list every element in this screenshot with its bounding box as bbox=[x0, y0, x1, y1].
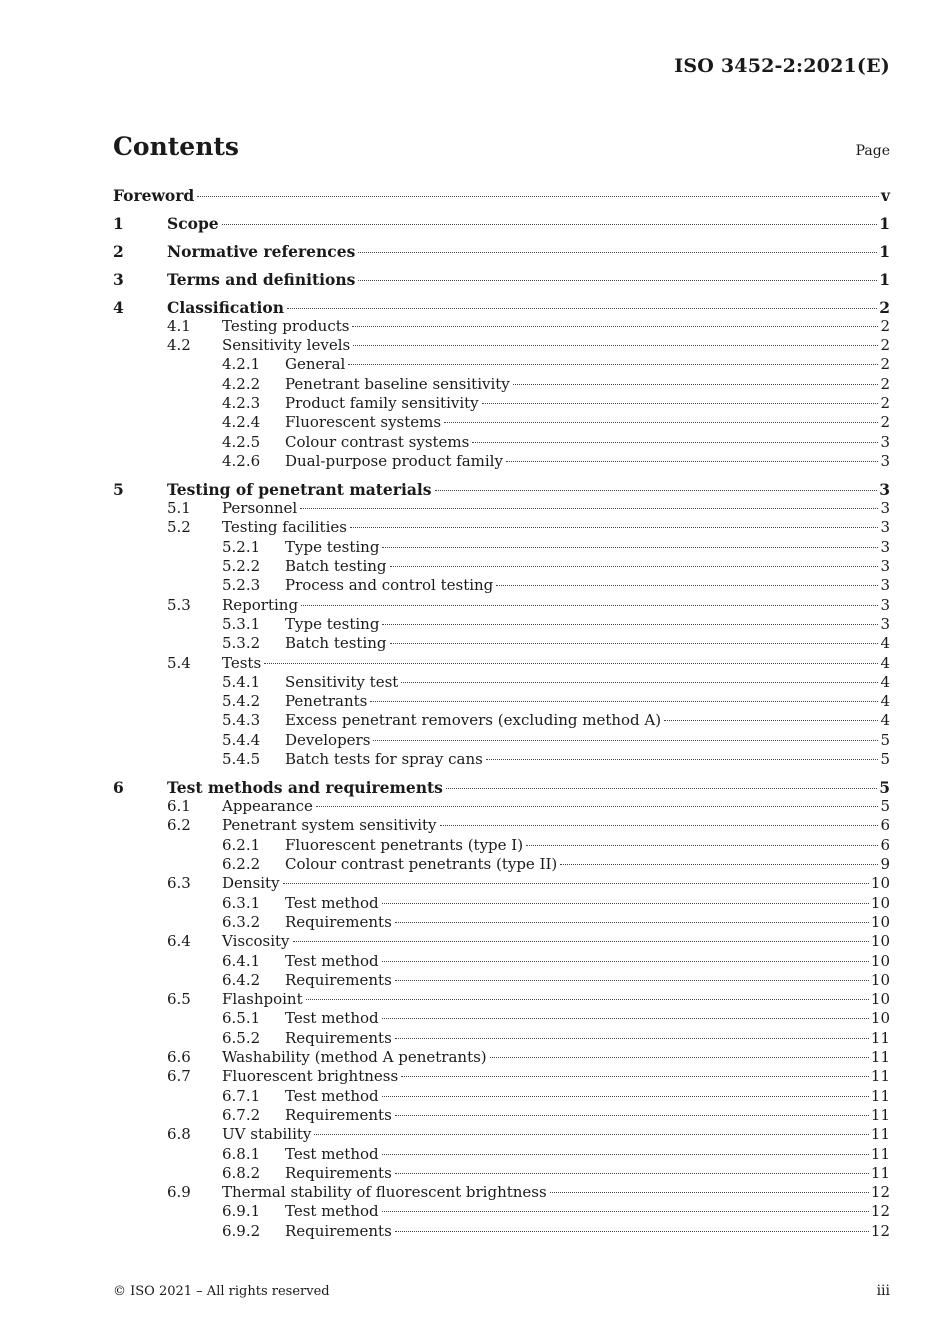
toc-entry-number: 5.3 bbox=[167, 595, 191, 614]
toc-entry[interactable] bbox=[113, 731, 890, 750]
toc-entry-page: 10 bbox=[870, 912, 890, 931]
toc-entry-page: 3 bbox=[879, 479, 890, 499]
toc-entry-title[interactable]: UV stability bbox=[222, 1125, 312, 1144]
toc-entry-number: 5.4.5 bbox=[222, 749, 261, 768]
toc-entry-page: 10 bbox=[870, 1009, 890, 1028]
toc-entry-page: 3 bbox=[880, 518, 890, 537]
toc-entry[interactable] bbox=[113, 186, 890, 205]
dot-leader bbox=[382, 1096, 869, 1097]
dot-leader bbox=[550, 1192, 869, 1193]
toc-entry-page: 4 bbox=[880, 692, 890, 711]
toc-entry-page: 11 bbox=[870, 1125, 890, 1144]
toc-entry-page: 3 bbox=[880, 537, 890, 556]
toc-entry-title[interactable]: Personnel bbox=[222, 499, 298, 518]
toc-entry[interactable] bbox=[113, 750, 890, 769]
toc-entry-number: 5.4.3 bbox=[222, 711, 261, 730]
toc-entry[interactable] bbox=[113, 634, 890, 653]
toc-entry-page: 6 bbox=[880, 816, 890, 835]
toc-entry-page: 11 bbox=[870, 1163, 890, 1182]
toc-entry-number: 6.7.2 bbox=[222, 1105, 261, 1124]
toc-entry-title[interactable]: Colour contrast penetrants (type II) bbox=[285, 855, 558, 874]
toc-entry-number: 6.8.2 bbox=[222, 1163, 261, 1182]
toc-entry-title[interactable]: Normative references bbox=[167, 241, 356, 261]
dot-leader bbox=[513, 384, 879, 385]
toc-entry-number: 5.4.2 bbox=[222, 692, 261, 711]
footer-copyright: © ISO 2021 – All rights reserved bbox=[113, 1284, 330, 1299]
toc-entry-page: 3 bbox=[880, 451, 890, 470]
dot-leader bbox=[490, 1057, 869, 1058]
toc-entry-page: 2 bbox=[880, 374, 890, 393]
toc-entry-title[interactable]: Thermal stability of fluorescent brightness bbox=[222, 1183, 547, 1202]
toc-entry-page: 2 bbox=[880, 394, 890, 413]
toc-entry-title[interactable]: Requirements bbox=[285, 912, 392, 931]
footer-page-number: iii bbox=[876, 1283, 890, 1299]
dot-leader bbox=[358, 252, 877, 253]
toc-entry-number: 6.9.1 bbox=[222, 1202, 261, 1221]
toc-entry-page: 5 bbox=[880, 797, 890, 816]
toc-entry[interactable] bbox=[113, 1106, 890, 1125]
dot-leader bbox=[382, 547, 878, 548]
toc-entry[interactable] bbox=[113, 1164, 890, 1183]
toc-entry[interactable] bbox=[113, 654, 890, 673]
dot-leader bbox=[506, 461, 878, 462]
toc-entry-number: 6.5.1 bbox=[222, 1009, 261, 1028]
toc-entry[interactable] bbox=[113, 433, 890, 452]
toc-entry-number: 6.9.2 bbox=[222, 1221, 261, 1240]
toc-entry[interactable] bbox=[113, 375, 890, 394]
toc-entry-page: 1 bbox=[879, 241, 890, 261]
dot-leader bbox=[314, 1134, 868, 1135]
toc-entry[interactable] bbox=[113, 615, 890, 634]
toc-entry-page: 12 bbox=[870, 1183, 890, 1202]
toc-entry[interactable] bbox=[113, 270, 890, 289]
table-of-contents bbox=[113, 186, 890, 1241]
toc-entry-title[interactable]: Test method bbox=[285, 1144, 379, 1163]
toc-entry-number: 4.2.4 bbox=[222, 413, 261, 432]
toc-entry-number: 1 bbox=[113, 213, 124, 233]
toc-entry-page: 3 bbox=[880, 557, 890, 576]
toc-entry-number: 4.1 bbox=[167, 316, 191, 335]
toc-entry-page: 2 bbox=[880, 355, 890, 374]
dot-leader bbox=[350, 527, 878, 528]
dot-leader bbox=[373, 740, 878, 741]
dot-leader bbox=[382, 1154, 869, 1155]
dot-leader bbox=[382, 961, 869, 962]
toc-entry[interactable] bbox=[113, 673, 890, 692]
dot-leader bbox=[486, 759, 879, 760]
toc-entry-number: 6.5 bbox=[167, 990, 191, 1009]
toc-entry-number: 6.3.2 bbox=[222, 912, 261, 931]
toc-entry-page: 11 bbox=[870, 1028, 890, 1047]
toc-entry[interactable] bbox=[113, 894, 890, 913]
toc-entry[interactable] bbox=[113, 298, 890, 317]
toc-entry-page: 1 bbox=[879, 269, 890, 289]
toc-entry-page: 3 bbox=[880, 499, 890, 518]
toc-entry-page: 3 bbox=[880, 595, 890, 614]
toc-entry[interactable] bbox=[113, 855, 890, 874]
dot-leader bbox=[435, 490, 878, 491]
toc-entry-number: 6.7.1 bbox=[222, 1086, 261, 1105]
toc-entry-number: 4.2.5 bbox=[222, 432, 261, 451]
dot-leader bbox=[382, 1211, 869, 1212]
toc-entry-number: 6 bbox=[113, 777, 124, 797]
toc-entry-title[interactable]: Test method bbox=[285, 1009, 379, 1028]
dot-leader bbox=[440, 825, 879, 826]
toc-entry[interactable] bbox=[113, 480, 890, 499]
toc-entry-number: 4.2.6 bbox=[222, 451, 261, 470]
toc-entry-number: 6.4 bbox=[167, 932, 191, 951]
toc-entry-page: 10 bbox=[870, 990, 890, 1009]
dot-leader bbox=[482, 403, 879, 404]
toc-entry-number: 6.8.1 bbox=[222, 1144, 261, 1163]
toc-entry[interactable] bbox=[113, 596, 890, 615]
toc-entry-title[interactable]: Flashpoint bbox=[222, 990, 303, 1009]
toc-entry[interactable] bbox=[113, 1087, 890, 1106]
toc-entry[interactable] bbox=[113, 874, 890, 893]
toc-entry-number: 6.2.2 bbox=[222, 855, 261, 874]
toc-entry-title[interactable]: General bbox=[285, 355, 346, 374]
toc-entry-page: 4 bbox=[880, 634, 890, 653]
toc-entry[interactable] bbox=[113, 711, 890, 730]
toc-entry[interactable] bbox=[113, 1222, 890, 1241]
toc-entry-page: 10 bbox=[870, 874, 890, 893]
toc-entry-number: 5.1 bbox=[167, 499, 191, 518]
toc-entry[interactable] bbox=[113, 413, 890, 432]
toc-entry[interactable] bbox=[113, 990, 890, 1009]
dot-leader bbox=[395, 1115, 869, 1116]
toc-entry-title[interactable]: Viscosity bbox=[222, 932, 290, 951]
toc-entry-page: 11 bbox=[870, 1144, 890, 1163]
toc-entry-title[interactable]: Test method bbox=[285, 1086, 379, 1105]
dot-leader bbox=[395, 1231, 869, 1232]
toc-entry-number: 6.8 bbox=[167, 1125, 191, 1144]
dot-leader bbox=[444, 422, 878, 423]
dot-leader bbox=[382, 903, 869, 904]
toc-entry-number: 6.1 bbox=[167, 797, 191, 816]
toc-entry-title[interactable]: Fluorescent brightness bbox=[222, 1067, 399, 1086]
toc-entry-page: 9 bbox=[880, 855, 890, 874]
toc-entry[interactable] bbox=[113, 394, 890, 413]
toc-entry-title[interactable]: Process and control testing bbox=[285, 576, 494, 595]
dot-leader bbox=[395, 1038, 869, 1039]
toc-entry-page: 2 bbox=[880, 413, 890, 432]
dot-leader bbox=[390, 643, 879, 644]
toc-entry[interactable] bbox=[113, 952, 890, 971]
toc-entry-title[interactable]: Colour contrast systems bbox=[285, 432, 470, 451]
toc-entry-page: 6 bbox=[880, 835, 890, 854]
toc-entry-number: 4.2.3 bbox=[222, 394, 261, 413]
toc-entry-page: 11 bbox=[870, 1105, 890, 1124]
toc-entry-title[interactable]: Reporting bbox=[222, 595, 299, 614]
toc-entry[interactable] bbox=[113, 214, 890, 233]
toc-entry-page: 1 bbox=[879, 213, 890, 233]
toc-entry-page: 11 bbox=[870, 1086, 890, 1105]
dot-leader bbox=[472, 442, 878, 443]
dot-leader bbox=[264, 663, 878, 664]
dot-leader bbox=[306, 999, 869, 1000]
toc-entry[interactable] bbox=[113, 1009, 890, 1028]
toc-entry-title[interactable]: Type testing bbox=[285, 537, 380, 556]
dot-leader bbox=[348, 364, 878, 365]
toc-entry-number: 5.2.3 bbox=[222, 576, 261, 595]
toc-entry-number: 6.4.1 bbox=[222, 951, 261, 970]
toc-entry-number: 4 bbox=[113, 297, 124, 317]
toc-entry-page: 4 bbox=[880, 711, 890, 730]
dot-leader bbox=[293, 941, 869, 942]
toc-entry-title[interactable]: Test methods and requirements bbox=[167, 777, 443, 797]
toc-entry-number: 5.2.2 bbox=[222, 557, 261, 576]
toc-entry-page: 10 bbox=[870, 893, 890, 912]
toc-entry-title[interactable]: Requirements bbox=[285, 1028, 392, 1047]
dot-leader bbox=[370, 701, 878, 702]
toc-entry-page: 3 bbox=[880, 576, 890, 595]
toc-entry-title[interactable]: Sensitivity test bbox=[285, 672, 399, 691]
toc-entry-page: 12 bbox=[870, 1221, 890, 1240]
toc-entry-number: 6.2.1 bbox=[222, 835, 261, 854]
toc-entry-title[interactable]: Batch tests for spray cans bbox=[285, 749, 483, 768]
toc-entry[interactable] bbox=[113, 576, 890, 595]
toc-entry-number: 6.6 bbox=[167, 1048, 191, 1067]
toc-entry-title[interactable]: Developers bbox=[285, 730, 371, 749]
toc-entry[interactable] bbox=[113, 557, 890, 576]
toc-entry[interactable] bbox=[113, 971, 890, 990]
dot-leader bbox=[300, 508, 878, 509]
dot-leader bbox=[526, 845, 878, 846]
toc-entry-title[interactable]: Test method bbox=[285, 951, 379, 970]
contents-title: Contents bbox=[113, 132, 240, 161]
toc-entry-page: 10 bbox=[870, 970, 890, 989]
toc-entry[interactable] bbox=[113, 317, 890, 336]
toc-entry-title[interactable]: Batch testing bbox=[285, 557, 387, 576]
dot-leader bbox=[401, 1076, 869, 1077]
toc-entry-title[interactable]: Fluorescent systems bbox=[285, 413, 442, 432]
toc-entry-page: 5 bbox=[880, 730, 890, 749]
toc-entry[interactable] bbox=[113, 836, 890, 855]
toc-entry-title[interactable]: Batch testing bbox=[285, 634, 387, 653]
toc-entry[interactable] bbox=[113, 452, 890, 471]
toc-entry-number: 5.4.4 bbox=[222, 730, 261, 749]
toc-entry-title[interactable]: Density bbox=[222, 874, 280, 893]
toc-entry-page: 5 bbox=[880, 749, 890, 768]
toc-entry-number: 5 bbox=[113, 479, 124, 499]
toc-entry-number: 5.4.1 bbox=[222, 672, 261, 691]
toc-entry-number: 2 bbox=[113, 241, 124, 261]
toc-entry-page: 12 bbox=[870, 1202, 890, 1221]
toc-entry-page: 4 bbox=[880, 672, 890, 691]
toc-entry-page: 10 bbox=[870, 951, 890, 970]
page-column-label: Page bbox=[855, 143, 890, 159]
dot-leader bbox=[197, 196, 879, 197]
dot-leader bbox=[382, 1018, 869, 1019]
toc-entry-number: 6.4.2 bbox=[222, 970, 261, 989]
toc-entry-number: 6.7 bbox=[167, 1067, 191, 1086]
toc-entry[interactable] bbox=[113, 1125, 890, 1144]
toc-entry[interactable] bbox=[113, 1067, 890, 1086]
dot-leader bbox=[283, 883, 869, 884]
toc-entry[interactable] bbox=[113, 1048, 890, 1067]
toc-entry[interactable] bbox=[113, 336, 890, 355]
toc-entry-page: 10 bbox=[870, 932, 890, 951]
dot-leader bbox=[352, 326, 878, 327]
toc-entry-page: 11 bbox=[870, 1067, 890, 1086]
toc-entry-title[interactable]: Washability (method A penetrants) bbox=[222, 1048, 487, 1067]
toc-entry-title[interactable]: Sensitivity levels bbox=[222, 336, 351, 355]
toc-entry-page: 4 bbox=[880, 653, 890, 672]
toc-entry-number: 5.4 bbox=[167, 653, 191, 672]
document-id: ISO 3452-2:2021(E) bbox=[674, 55, 890, 77]
toc-entry-number: 5.2 bbox=[167, 518, 191, 537]
toc-entry[interactable] bbox=[113, 1202, 890, 1221]
dot-leader bbox=[446, 788, 877, 789]
toc-entry-title[interactable]: Foreword bbox=[113, 186, 195, 205]
toc-entry-title[interactable]: Test method bbox=[285, 1202, 379, 1221]
toc-entry[interactable] bbox=[113, 499, 890, 518]
toc-entry-title[interactable]: Testing of penetrant materials bbox=[167, 479, 432, 499]
toc-entry-title[interactable]: Requirements bbox=[285, 1105, 392, 1124]
toc-entry-title[interactable]: Tests bbox=[222, 653, 262, 672]
toc-entry-page: 11 bbox=[870, 1048, 890, 1067]
dot-leader bbox=[301, 605, 878, 606]
dot-leader bbox=[395, 1173, 869, 1174]
toc-entry-title[interactable]: Penetrants bbox=[285, 692, 368, 711]
toc-entry-title[interactable]: Dual-purpose product family bbox=[285, 451, 503, 470]
toc-entry-title[interactable]: Penetrant system sensitivity bbox=[222, 816, 437, 835]
toc-entry-number: 3 bbox=[113, 269, 124, 289]
dot-leader bbox=[316, 806, 879, 807]
toc-entry[interactable] bbox=[113, 1183, 890, 1202]
toc-entry-number: 6.3 bbox=[167, 874, 191, 893]
toc-entry-number: 4.2.2 bbox=[222, 374, 261, 393]
toc-entry-page: 2 bbox=[880, 316, 890, 335]
toc-entry[interactable] bbox=[113, 242, 890, 261]
toc-entry-title[interactable]: Excess penetrant removers (excluding method A) bbox=[285, 711, 662, 730]
toc-entry-number: 6.2 bbox=[167, 816, 191, 835]
dot-leader bbox=[222, 224, 878, 225]
toc-entry-title[interactable]: Fluorescent penetrants (type I) bbox=[285, 835, 524, 854]
toc-entry-title[interactable]: Requirements bbox=[285, 1221, 392, 1240]
toc-entry[interactable] bbox=[113, 816, 890, 835]
toc-entry-page: v bbox=[880, 186, 890, 205]
toc-entry[interactable] bbox=[113, 1145, 890, 1164]
toc-entry-title[interactable]: Requirements bbox=[285, 1163, 392, 1182]
toc-entry-number: 6.9 bbox=[167, 1183, 191, 1202]
toc-entry-number: 4.2.1 bbox=[222, 355, 261, 374]
toc-entry-number: 5.2.1 bbox=[222, 537, 261, 556]
toc-entry-title[interactable]: Testing products bbox=[222, 316, 350, 335]
toc-entry[interactable] bbox=[113, 518, 890, 537]
toc-entry-title[interactable]: Classification bbox=[167, 297, 285, 317]
toc-entry-title[interactable]: Scope bbox=[167, 213, 219, 233]
dot-leader bbox=[496, 585, 878, 586]
toc-entry-number: 6.3.1 bbox=[222, 893, 261, 912]
dot-leader bbox=[560, 864, 878, 865]
toc-entry-page: 2 bbox=[879, 297, 890, 317]
toc-entry-page: 5 bbox=[879, 777, 890, 797]
toc-entry[interactable] bbox=[113, 355, 890, 374]
toc-entry[interactable] bbox=[113, 913, 890, 932]
toc-entry-title[interactable]: Test method bbox=[285, 893, 379, 912]
dot-leader bbox=[390, 566, 879, 567]
toc-entry-number: 6.5.2 bbox=[222, 1028, 261, 1047]
toc-entry-title[interactable]: Product family sensitivity bbox=[285, 394, 479, 413]
toc-entry-page: 2 bbox=[880, 336, 890, 355]
toc-entry[interactable] bbox=[113, 797, 890, 816]
dot-leader bbox=[353, 345, 878, 346]
toc-entry-number: 5.3.1 bbox=[222, 614, 261, 633]
dot-leader bbox=[664, 720, 878, 721]
dot-leader bbox=[382, 624, 878, 625]
toc-entry[interactable] bbox=[113, 1029, 890, 1048]
dot-leader bbox=[287, 308, 877, 309]
toc-entry[interactable] bbox=[113, 692, 890, 711]
toc-entry[interactable] bbox=[113, 778, 890, 797]
toc-entry-title[interactable]: Testing facilities bbox=[222, 518, 347, 537]
toc-entry-page: 3 bbox=[880, 614, 890, 633]
toc-entry[interactable] bbox=[113, 538, 890, 557]
toc-entry-number: 5.3.2 bbox=[222, 634, 261, 653]
dot-leader bbox=[401, 682, 878, 683]
toc-entry-title[interactable]: Requirements bbox=[285, 970, 392, 989]
toc-entry-title[interactable]: Terms and definitions bbox=[167, 269, 356, 289]
toc-entry-page: 3 bbox=[880, 432, 890, 451]
dot-leader bbox=[395, 922, 869, 923]
toc-entry-title[interactable]: Appearance bbox=[222, 797, 313, 816]
toc-entry-title[interactable]: Penetrant baseline sensitivity bbox=[285, 374, 510, 393]
toc-entry-title[interactable]: Type testing bbox=[285, 614, 380, 633]
dot-leader bbox=[358, 280, 877, 281]
toc-entry-number: 4.2 bbox=[167, 336, 191, 355]
toc-entry[interactable] bbox=[113, 932, 890, 951]
dot-leader bbox=[395, 980, 869, 981]
